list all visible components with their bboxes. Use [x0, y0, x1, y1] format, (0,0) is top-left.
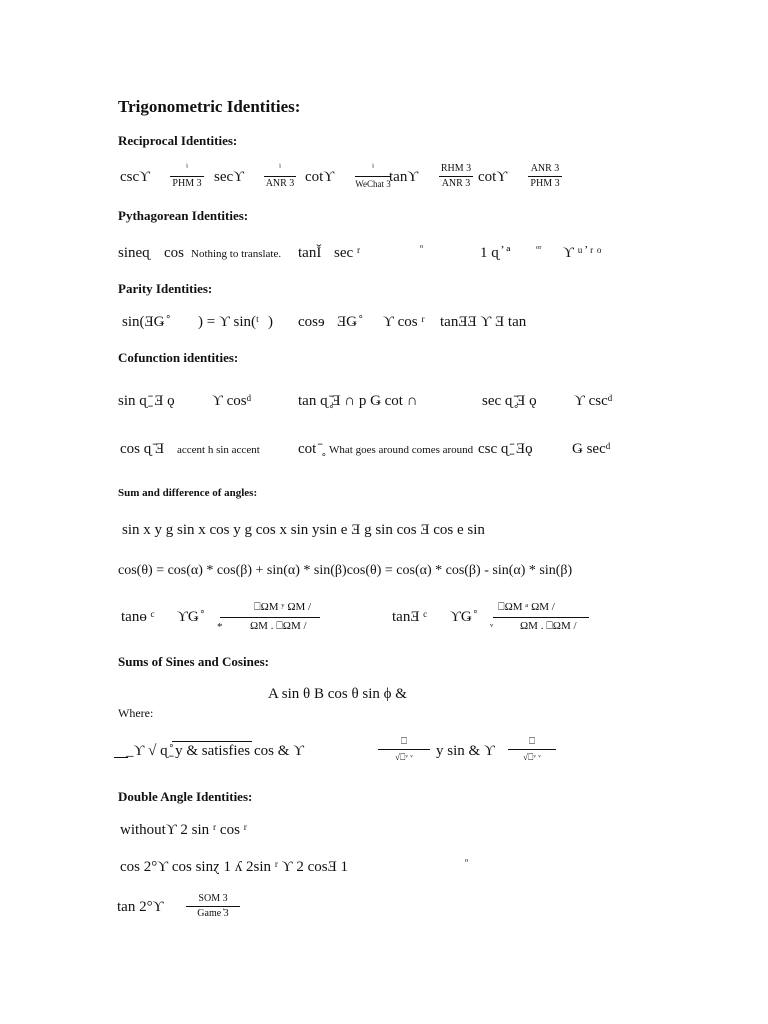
csc-term: cscϒ — [120, 169, 150, 185]
heading-sum-difference: Sum and difference of angles: — [118, 487, 258, 499]
fraction-numerator: RHM 3 — [440, 163, 472, 174]
fraction-numerator: ⎕ — [401, 736, 407, 747]
cof-r1-d: sec ɋ ̥̄Ǝ ǫ — [482, 393, 537, 409]
parity-part-6: ϒ cos ʳ — [383, 314, 425, 330]
heading-pythagorean: Pythagorean Identities: — [118, 208, 249, 223]
parity-part-3: ) — [268, 314, 273, 330]
heading-sums-sines-cosines: Sums of Sines and Cosines: — [118, 654, 269, 669]
cof-r1-b: ϒ cosᵈ — [212, 393, 252, 409]
fraction-denominator: PHM 3 — [530, 178, 560, 189]
page-title: Trigonometric Identities: — [118, 97, 301, 116]
fraction-numerator: SOM 3 — [198, 893, 228, 904]
fraction-denominator: ANR 3 — [441, 178, 471, 189]
parity-part-7: tanƎƎ ϒ Ǝ tan — [440, 314, 527, 330]
sec-fraction — [264, 163, 296, 190]
fraction-denominator: PHM 3 — [172, 178, 202, 189]
sums-fraction-1 — [378, 736, 430, 763]
tan-sum-star: * — [217, 621, 223, 633]
pyth-part-7: 1 ɋ ̓ ª — [480, 245, 511, 261]
tan-diff-denominator: ΩM . ⎕ΩM / — [520, 620, 577, 632]
pyth-part-6: ᵒ — [420, 242, 424, 254]
pyth-part-4: tanǏ — [298, 245, 322, 261]
pyth-part-9: ϒ ᵘ ̓ ʳ ᵒ — [563, 245, 602, 261]
sums-radical-bar — [172, 741, 252, 742]
csc-fraction — [170, 163, 204, 190]
tan-diff-star: ᵛ — [490, 621, 494, 633]
double-line-1: withoutϒ 2 sin ʳ cos ʳ — [120, 822, 247, 838]
pyth-part-8: ᵒʳ — [536, 243, 542, 255]
cof-r1-e: ϒ cscᵈ — [574, 393, 613, 409]
heading-parity: Parity Identities: — [118, 281, 213, 296]
sec-term: secϒ — [214, 169, 244, 185]
sums-fraction-2 — [508, 736, 556, 763]
pyth-part-5: sec ʳ — [334, 245, 361, 261]
cof-r2-b: accent h sin accent — [177, 444, 260, 456]
heading-double-angle: Double Angle Identities: — [118, 789, 253, 804]
sums-line-a: _ϒ √ ɋ ̱̊ y & satisfies — [126, 743, 251, 759]
fraction-numerator: ⁱ — [185, 163, 188, 174]
cof-r2-a: cos ɋ ̄Ǝ — [120, 441, 165, 457]
cof-r2-f: Ǥ secᵈ — [572, 441, 611, 457]
cot2-term: cotϒ — [478, 169, 508, 185]
tan-sum-fraction-bar — [220, 617, 320, 618]
parity-part-2: ) = ϒ sin(ᵗ — [198, 314, 259, 330]
sum-diff-line-1: sin x y g sin x cos y g cos x sin ysin e Ǝ g sin cos Ǝ cos e sin — [122, 522, 485, 538]
cot-term: cotϒ — [305, 169, 335, 185]
cof-r2-e: csc ɋ ̱̄ Ǝǫ — [478, 441, 533, 457]
fraction-numerator: ⁱ — [371, 163, 374, 174]
double-line-3: tan 2°ϒ — [117, 899, 164, 915]
tan-term: tanϒ — [389, 169, 419, 185]
pyth-part-3: Nothing to translate. — [191, 248, 282, 260]
fraction-denominator: Game ̓3 — [197, 908, 229, 919]
pyth-part-2: cos — [164, 245, 184, 261]
sums-line-b: cos & ϒ — [254, 743, 304, 759]
cot2-fraction — [528, 163, 562, 190]
sum-diff-line-2: cos(θ) = cos(α) * cos(β) + sin(α) * sin(β)cos(θ) = cos(α) * cos(β) - sin(α) * sin(β) — [118, 563, 573, 578]
double-tan-fraction — [186, 893, 240, 920]
sums-where-label: Where: — [118, 706, 154, 720]
heading-reciprocal: Reciprocal Identities: — [118, 133, 238, 148]
tan-fraction — [439, 163, 473, 190]
tan-sum-eq: ϒǤ ̊ — [177, 609, 203, 625]
tan-diff-fraction-bar — [493, 617, 589, 618]
tan-sum-denominator: ΩM . ⎕ΩM / — [250, 620, 307, 632]
fraction-numerator: ⁱ — [278, 163, 281, 174]
cot-fraction — [355, 163, 391, 190]
tan-diff-eq: ϒǤ ̊ — [450, 609, 476, 625]
fraction-denominator: ANR 3 — [265, 178, 295, 189]
tan-sum-lhs: tanɵ ᶜ — [121, 609, 155, 625]
fraction-numerator: ⎕ — [529, 736, 535, 747]
fraction-numerator: ANR 3 — [530, 163, 560, 174]
tan-diff-lhs: tanƎ ᶜ — [392, 609, 428, 625]
sums-formula: A sin θ B cos θ sin ϕ & — [268, 686, 407, 702]
double-line-2-mark: ᵒ — [465, 856, 469, 868]
cof-r2-c: cot ̄ ̥ — [298, 441, 324, 457]
fraction-denominator: WeChat 3 — [355, 179, 391, 189]
cof-r2-d: What goes around comes around — [329, 444, 474, 456]
cof-r1-c: tan ɋ ̥̄Ǝ ∩ p Ǥ cot ∩ — [298, 393, 418, 409]
fraction-denominator: √⎕ᵛ ᵛ — [395, 752, 413, 762]
double-line-2: cos 2°ϒ cos sinɀ 1 ʎ 2sin ʳ ϒ 2 cosƎ 1 — [120, 859, 348, 875]
pyth-part-1: sineɋ — [118, 245, 150, 261]
heading-cofunction: Cofunction identities: — [118, 350, 239, 365]
sums-line-c: y sin & ϒ — [436, 743, 495, 759]
cof-r1-a: sin ɋ ̱̄ Ǝ ǫ — [118, 393, 175, 409]
tan-diff-numerator: ⎕ΩM ᵃ ΩM / — [498, 601, 555, 613]
parity-part-5: ƎǤ ̊ — [337, 314, 361, 330]
fraction-denominator: √⎕ᵛ ᵛ — [523, 752, 541, 762]
tan-sum-numerator: ⎕ΩM ʸ ΩM / — [254, 601, 312, 613]
parity-part-1: sin(ƎǤ ̊ — [122, 314, 169, 330]
parity-part-4: cosɘ — [298, 314, 325, 330]
